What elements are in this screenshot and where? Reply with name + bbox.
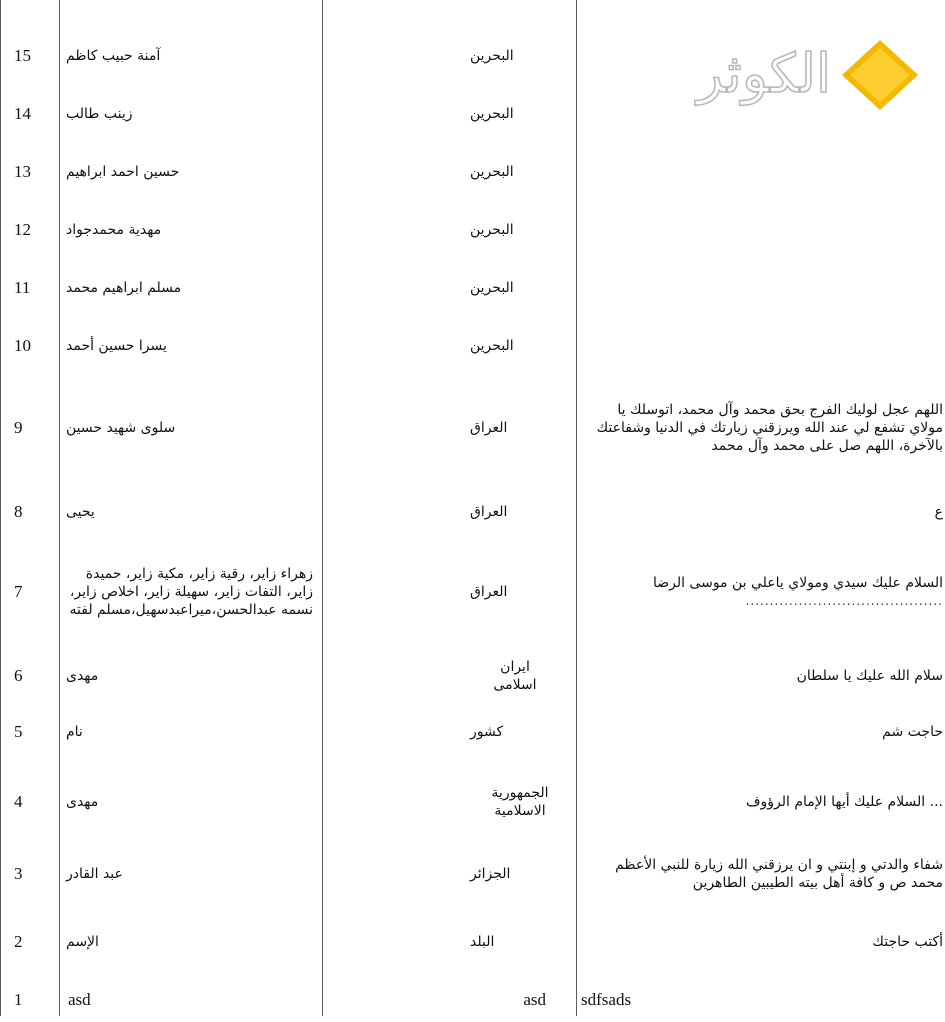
- table-row: [0, 710, 945, 754]
- name-cell: زينب طالب: [66, 106, 133, 122]
- table-row: [0, 324, 945, 368]
- country-cell: البحرين: [470, 48, 514, 64]
- name-cell: يحيى: [66, 504, 95, 520]
- name-cell: مهدى: [66, 794, 99, 810]
- name-cell: يسرا حسين أحمد: [66, 338, 167, 354]
- wish-cell: شفاء والدتي و إبنتي و ان يرزقني الله زيارة للنبي الأعظم محمد ص و كافة أهل بيته الطيبين الطاهرين: [615, 857, 943, 891]
- table-row: [0, 543, 945, 641]
- table-row: [0, 490, 945, 534]
- logo-text: الكوثر: [697, 42, 831, 105]
- name-cell: سلوى شهيد حسين: [66, 420, 176, 436]
- row-number: 7: [14, 582, 23, 601]
- table-row: [0, 266, 945, 310]
- name-cell: مهدية محمدجواد: [66, 222, 162, 238]
- wish-cell: ع: [934, 504, 943, 520]
- table-row: [0, 150, 945, 194]
- country-cell: البحرين: [470, 106, 514, 122]
- country-cell: الجمهورية الاسلامية: [491, 785, 549, 819]
- wish-cell: [581, 543, 943, 641]
- row-number: 3: [14, 864, 23, 883]
- row-number: 8: [14, 502, 23, 521]
- name-cell: آمنة حبيب كاظم: [66, 48, 161, 64]
- wish-dots: .........................................: [745, 594, 943, 608]
- country-cell: asd: [523, 990, 546, 1009]
- country-cell: البحرين: [470, 164, 514, 180]
- table-row: [0, 34, 945, 78]
- table-row: [0, 650, 945, 702]
- name-cell: asd: [68, 990, 91, 1009]
- row-number: 4: [14, 792, 23, 811]
- name-cell: عبد القادر: [66, 866, 123, 882]
- name-cell: زهراء زاير، رقية زاير، مكية زاير، حميدة زاير، التفات زاير، سهيلة زاير، اخلاص زاير، نسمه عبدالحسن،ميراعبدسهيل،مسلم لفته: [69, 566, 313, 618]
- table-row: [0, 376, 945, 480]
- table-row: [0, 978, 945, 1022]
- row-number: 10: [14, 336, 31, 355]
- wish-text: السلام عليك سيدي ومولاي ياعلي بن موسى الرضا: [652, 575, 943, 591]
- table-row: [0, 848, 945, 900]
- country-cell: البحرين: [470, 222, 514, 238]
- country-cell: البحرين: [470, 280, 514, 296]
- row-number: 6: [14, 666, 23, 685]
- country-cell: ایران اسلامی: [493, 659, 537, 693]
- row-number: 11: [14, 278, 31, 297]
- row-number: 5: [14, 722, 23, 741]
- name-cell: الإسم: [66, 934, 99, 950]
- wish-cell: ... السلام عليك أيها الإمام الرؤوف: [745, 794, 943, 810]
- name-cell: مهدى: [66, 668, 99, 684]
- name-cell: مسلم ابراهيم محمد: [66, 280, 182, 296]
- row-number: 1: [14, 990, 23, 1009]
- row-number: 13: [14, 162, 31, 181]
- country-cell: العراق: [470, 420, 508, 436]
- wish-cell: حاجت شم: [882, 724, 943, 740]
- wish-cell: سلام الله عليك يا سلطان: [796, 668, 943, 684]
- country-cell: کشور: [470, 724, 504, 740]
- country-cell: العراق: [470, 584, 508, 600]
- row-number: 2: [14, 932, 23, 951]
- table-row: [0, 774, 945, 830]
- name-cell: نام: [66, 724, 83, 740]
- country-cell: البلد: [470, 934, 495, 950]
- wish-cell: أكتب حاجتك: [872, 934, 943, 950]
- row-number: 15: [14, 46, 31, 65]
- wish-cell: sdfsads: [581, 990, 632, 1009]
- table-row: [0, 208, 945, 252]
- table-row: [0, 92, 945, 136]
- country-cell: الجزائر: [470, 866, 511, 882]
- wish-cell: اللهم عجل لوليك الفرج بحق محمد وآل محمد، اتوسلك يا مولاي تشفع لي عند الله ويرزقني زيارتك في الدنيا وشفاعتك بالآخرة، اللهم صل على محمد وآل محمد: [596, 402, 943, 454]
- country-cell: البحرين: [470, 338, 514, 354]
- name-cell: حسين احمد ابراهيم: [66, 164, 180, 180]
- row-number: 9: [14, 418, 23, 437]
- row-number: 12: [14, 220, 31, 239]
- country-cell: العراق: [470, 504, 508, 520]
- row-number: 14: [14, 104, 31, 123]
- table-row: [0, 920, 945, 964]
